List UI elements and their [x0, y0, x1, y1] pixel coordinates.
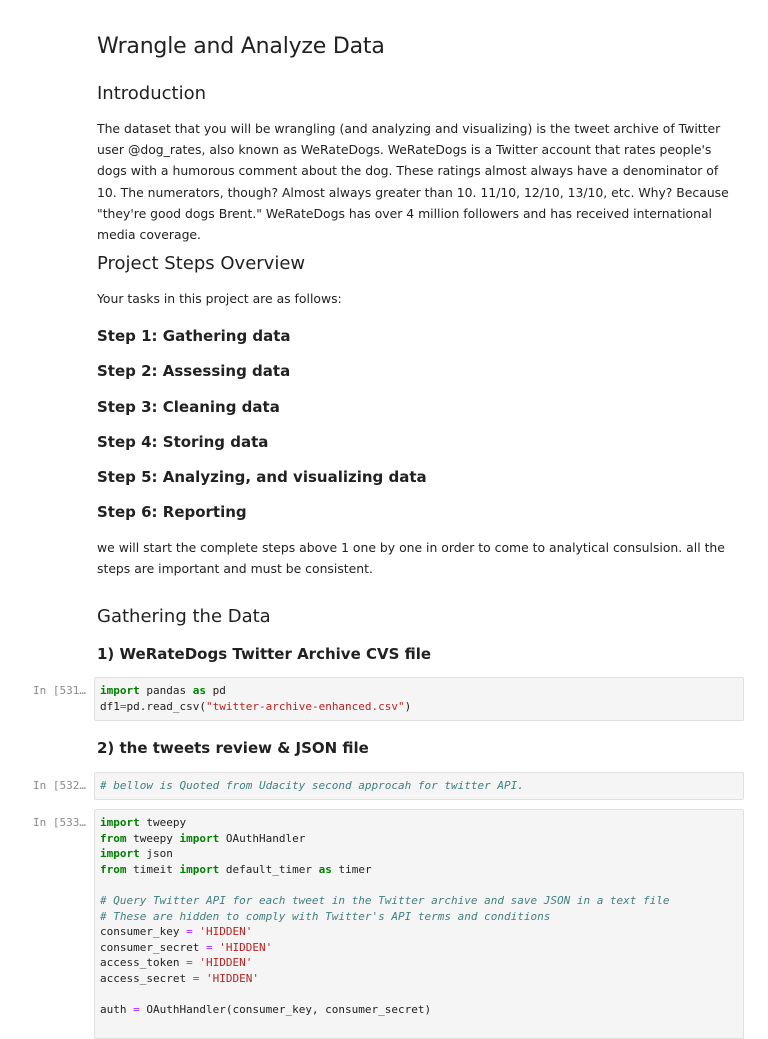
cell-prompt-533: In [533…	[33, 816, 86, 829]
step-5-heading: Step 5: Analyzing, and visualizing data	[97, 468, 427, 486]
step-2-heading: Step 2: Assessing data	[97, 362, 291, 380]
code-cell-source[interactable]: # bellow is Quoted from Udacity second approcah for twitter API.	[100, 779, 524, 792]
steps-overview-heading: Project Steps Overview	[97, 253, 306, 274]
code-cell-533[interactable]	[94, 809, 744, 1039]
step-4-heading: Step 4: Storing data	[97, 433, 269, 451]
cell-prompt-532: In [532…	[33, 779, 86, 792]
code-cell-source[interactable]: import tweepy from tweepy import OAuthHandler import json from timeit import default_timer as timer # Query Twitter API for each tweet in the Twitter archive and save JSON in a text file # These are hidden to comply with Twitter's API terms and conditions consumer_key = 'HIDDEN' consumer_secret = 'HIDDEN' access_token = 'HIDDEN' access_secret = 'HIDDEN' auth = OAuthHandler(consumer_key, consumer_secret)	[100, 816, 670, 1017]
steps-outro-text: we will start the complete steps above 1 one by one in order to come to analytical consulsion. all the steps are important and must be consistent.	[97, 540, 725, 577]
cell-prompt-531: In [531…	[33, 684, 86, 697]
step-3-heading: Step 3: Cleaning data	[97, 398, 280, 416]
code-cell-531[interactable]	[94, 677, 744, 721]
introduction-text: The dataset that you will be wrangling (and analyzing and visualizing) is the tweet archive of Twitter user @dog_rates, also known as WeRateDogs. WeRateDogs is a Twitter account that rates people's dogs with a humorous comment about the dog. These ratings almost always have a denominator of 10. The numerators, though? Almost always greater than 10. 11/10, 12/10, 13/10, etc. Why? Because "they're good dogs Brent." WeRateDogs has over 4 million followers and has received international media coverage.	[97, 121, 729, 243]
code-cell-532[interactable]	[94, 772, 744, 800]
code-cell-source[interactable]: import pandas as pd df1=pd.read_csv("twitter-archive-enhanced.csv")	[100, 684, 412, 713]
step-1-heading: Step 1: Gathering data	[97, 327, 291, 345]
subheading-archive-file: 1) WeRateDogs Twitter Archive CVS file	[97, 645, 432, 663]
step-6-heading: Step 6: Reporting	[97, 503, 247, 521]
notebook-title: Wrangle and Analyze Data	[97, 34, 385, 59]
subheading-tweets-json: 2) the tweets review & JSON file	[97, 739, 369, 757]
introduction-heading: Introduction	[97, 83, 207, 104]
steps-intro-text: Your tasks in this project are as follows:	[97, 291, 342, 306]
gathering-heading: Gathering the Data	[97, 606, 271, 627]
